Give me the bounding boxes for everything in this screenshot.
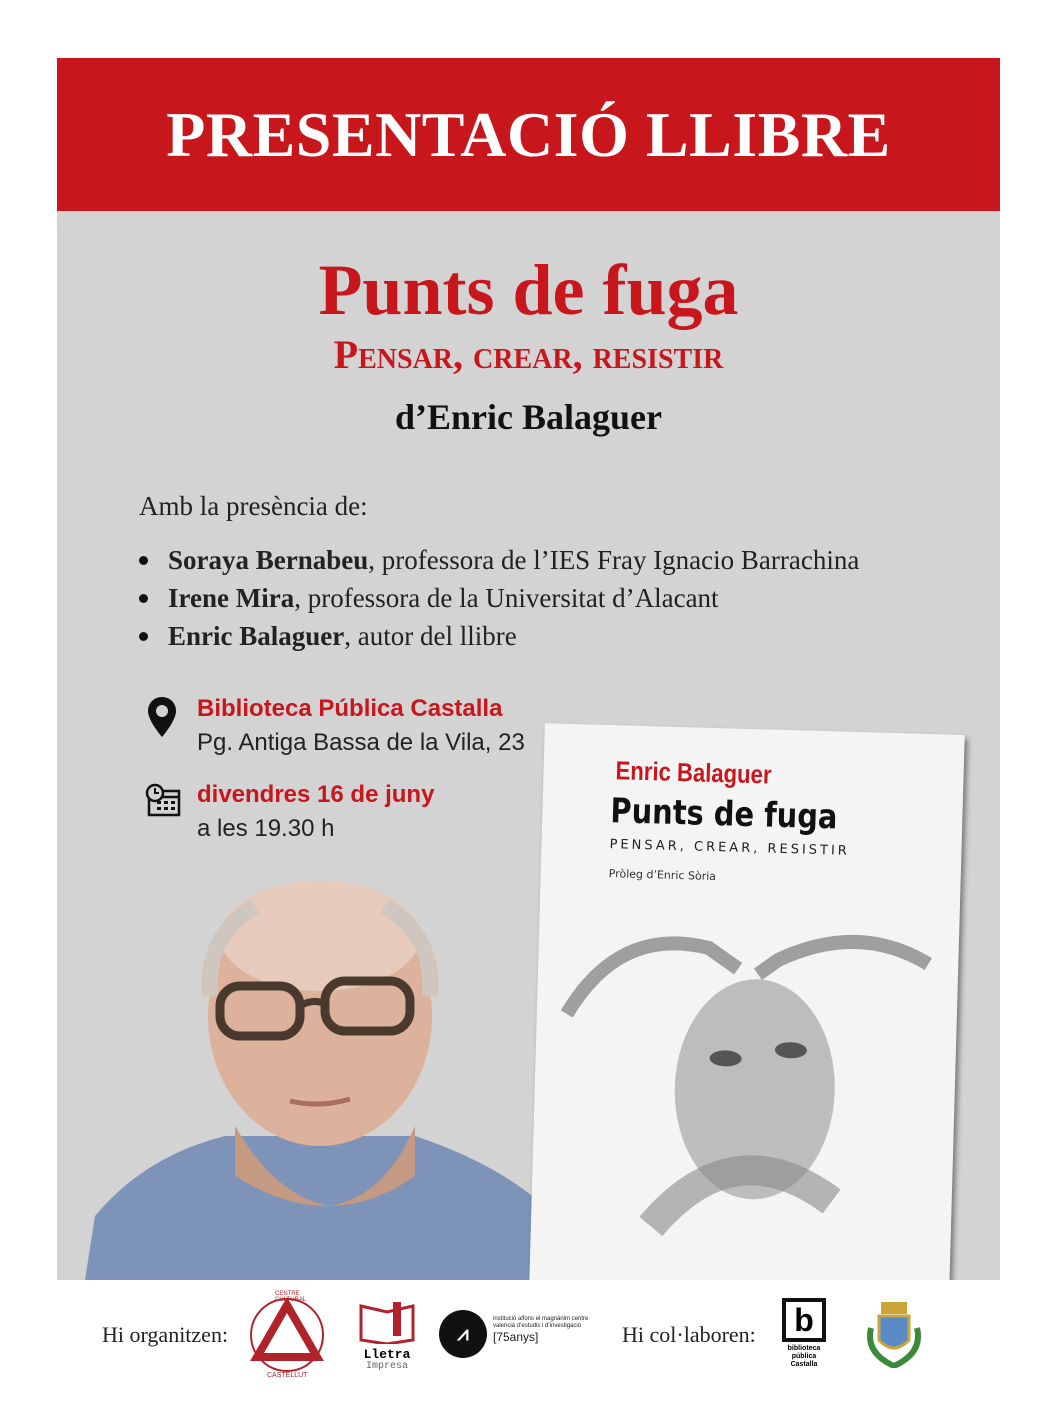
biblioteca-castalla-logo: b biblioteca pública Castalla bbox=[779, 1298, 829, 1369]
collaborators-label: Hi col·laboren: bbox=[622, 1322, 756, 1347]
cover-subtitle: PENSAR, CREAR, RESISTIR bbox=[609, 837, 851, 859]
header-banner bbox=[57, 58, 1000, 211]
speaker-role: , professora de l’IES Fray Ignacio Barrachina bbox=[368, 544, 860, 575]
location bbox=[197, 695, 525, 757]
list-item bbox=[139, 579, 859, 617]
speaker-role: , autor del llibre bbox=[344, 620, 517, 651]
book-cover bbox=[529, 723, 964, 1280]
cover-author: Enric Balaguer bbox=[615, 755, 772, 790]
presence-label: Amb la presència de: bbox=[139, 491, 368, 521]
cover-title: Punts de fuga bbox=[609, 791, 839, 838]
event-day: divendres 16 de juny bbox=[197, 781, 435, 808]
list-item bbox=[139, 617, 859, 655]
calendar-clock-icon bbox=[145, 783, 181, 817]
location-name: Biblioteca Pública Castalla bbox=[197, 695, 503, 722]
book-title: Punts de fuga bbox=[318, 250, 739, 330]
bullet-icon bbox=[139, 632, 148, 641]
event-time: a les 19.30 h bbox=[197, 815, 335, 842]
location-pin-icon bbox=[145, 695, 179, 739]
cover-prologue: Pròleg d’Enric Sòria bbox=[608, 867, 717, 884]
magnanim-logo-icon: ⩘ bbox=[439, 1310, 487, 1358]
list-item bbox=[139, 541, 859, 579]
lletra-impresa-logo: Lletra Impresa bbox=[355, 1298, 419, 1372]
book-subtitle: Pensar, crear, resistir bbox=[333, 332, 724, 377]
poster-body bbox=[57, 211, 1000, 1280]
footer-logos bbox=[57, 1280, 1000, 1395]
centre-cultural-castellut-logo: CENTRE CULTURAL CASTELLUT bbox=[247, 1295, 327, 1375]
speakers-list bbox=[139, 541, 859, 655]
organizers-label: Hi organitzen: bbox=[102, 1322, 229, 1347]
bullet-icon bbox=[139, 556, 148, 565]
speaker-name: Irene Mira bbox=[168, 582, 295, 613]
book-author: d’Enric Balaguer bbox=[395, 397, 662, 437]
magnanim-text: institució alfons el magnànim centre valencià d’estudis i d’investigació [75anys] bbox=[493, 1316, 589, 1344]
bullet-icon bbox=[139, 594, 148, 603]
cover-illustration bbox=[551, 894, 940, 1244]
author-photo bbox=[85, 876, 555, 1280]
speaker-name: Enric Balaguer bbox=[168, 620, 345, 651]
event-date bbox=[197, 781, 434, 843]
speaker-name: Soraya Bernabeu bbox=[168, 544, 369, 575]
location-address: Pg. Antiga Bassa de la Vila, 23 bbox=[197, 729, 525, 756]
speaker-role: , professora de la Universitat d’Alacant bbox=[294, 582, 719, 613]
castalla-coat-of-arms-icon bbox=[863, 1298, 925, 1368]
banner-title: PRESENTACIÓ LLIBRE bbox=[166, 98, 891, 170]
